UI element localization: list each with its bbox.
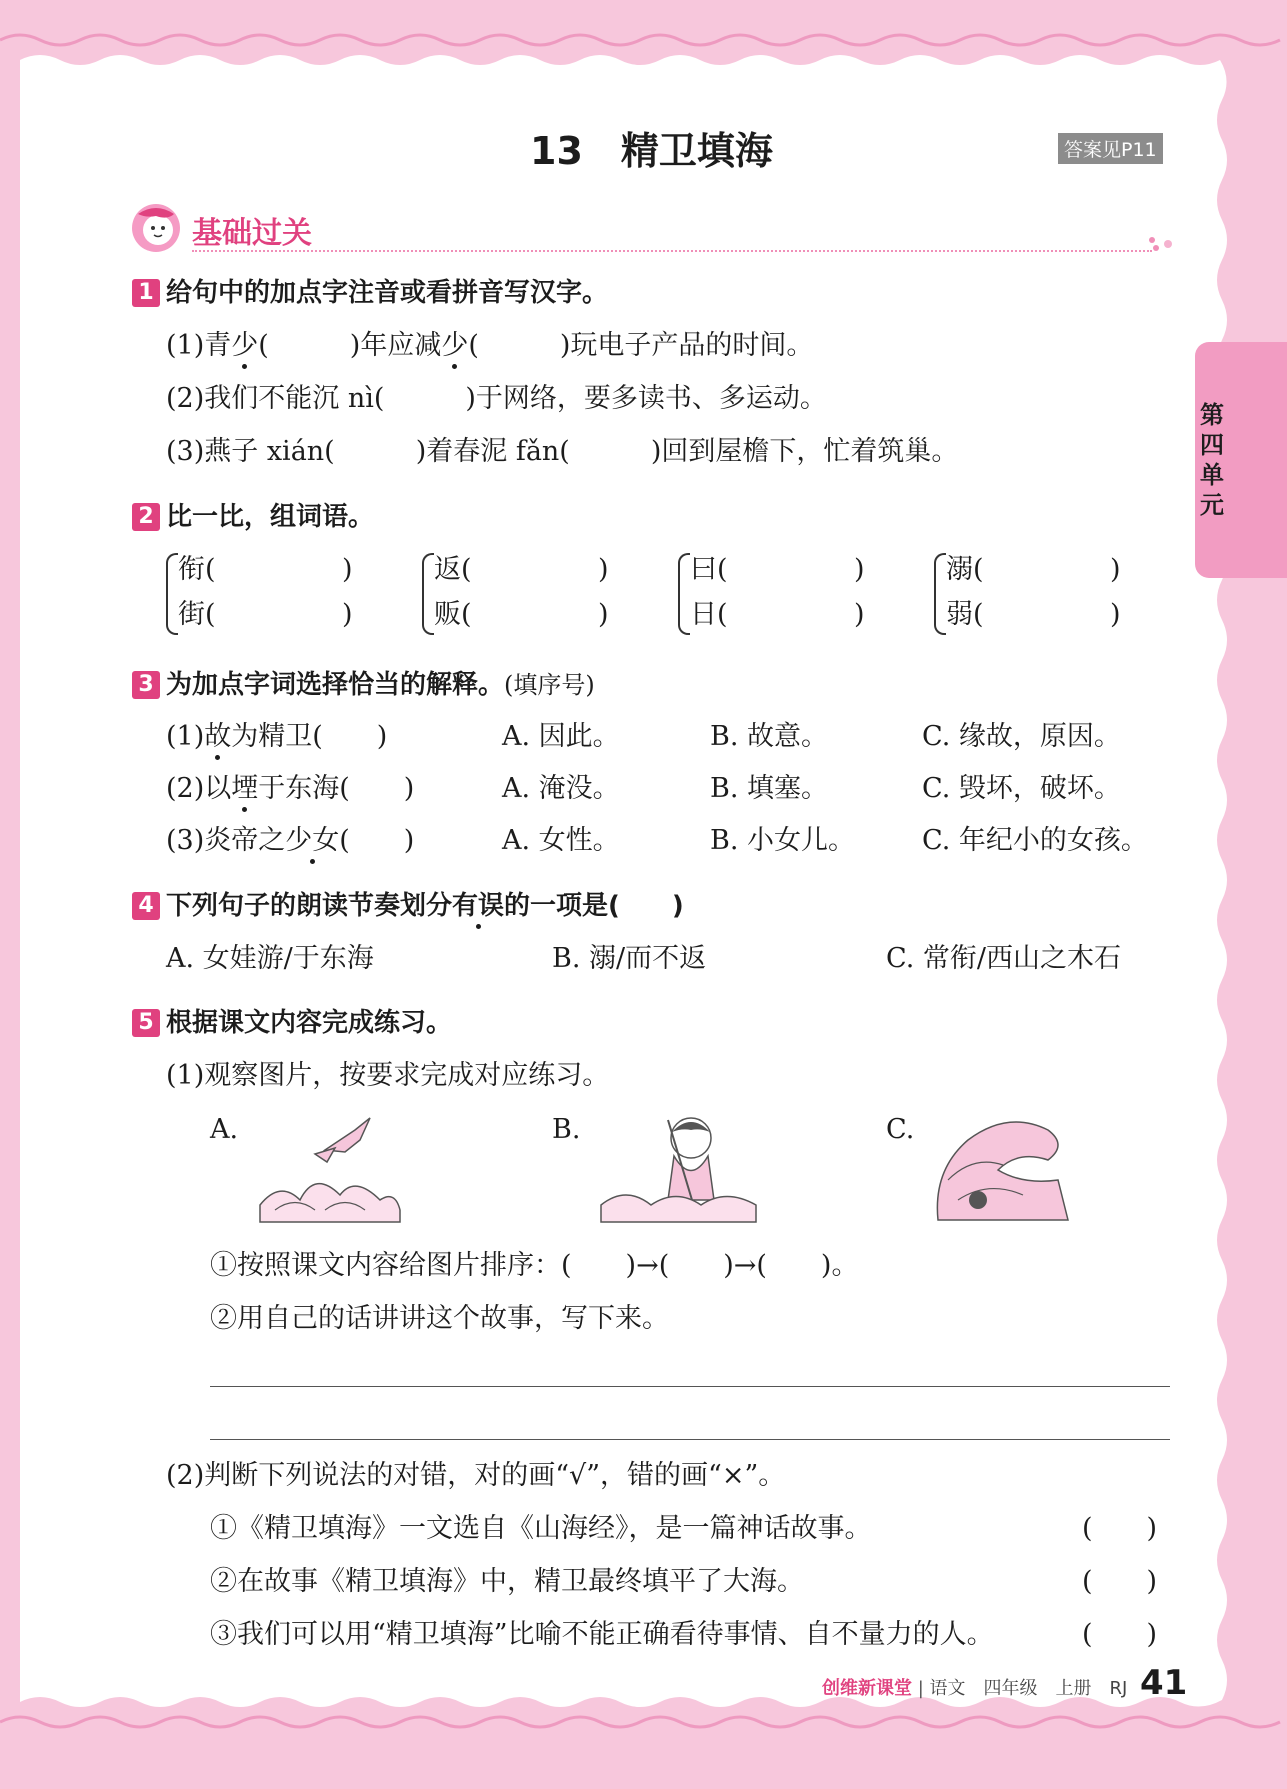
judge-1-answer[interactable]: ( ) — [1082, 1513, 1158, 1544]
q2-pair-2-top[interactable]: 返( — [434, 554, 472, 585]
q1-text: 给句中的加点字注音或看拼音写汉字。 — [166, 278, 609, 308]
q2-pair-4-top[interactable]: 溺( — [946, 554, 984, 585]
judge-item-1: ①《精卫填海》一文选自《山海经》，是一篇神话故事。 — [210, 1513, 872, 1544]
q1-dot-char-2: 少 — [441, 330, 469, 361]
q4-option-a[interactable]: A. 女娃游/于东海 — [166, 943, 374, 974]
q1-number: 1 — [132, 279, 160, 307]
q2-close: ) — [598, 599, 609, 630]
q2-close: ) — [342, 554, 353, 585]
q5-part2: (2)判断下列说法的对错，对的画“√”，错的画“×”。 — [166, 1460, 786, 1491]
q3-row-1-b: B. 故意。 — [710, 721, 829, 752]
q4-dot: 有误 — [452, 891, 505, 921]
q1-l1-e[interactable]: ( )玩电子产品的时间。 — [468, 330, 814, 361]
judge-item-2: ②在故事《精卫填海》中，精卫最终填平了大海。 — [210, 1566, 804, 1597]
q2-pair-1-top[interactable]: 衔( — [178, 554, 216, 585]
q3-row-2-post[interactable]: 于东海( ) — [258, 773, 415, 804]
q1-l1-a: (1)青 — [166, 330, 232, 361]
girl-in-boat-illustration — [596, 1110, 762, 1226]
q2-text: 比一比，组词语。 — [166, 502, 375, 532]
page-title: 13 精卫填海 — [530, 129, 773, 173]
unit-tab-label: 第四单元 — [1200, 401, 1224, 519]
q4-text-b[interactable]: 的一项是( ) — [504, 891, 684, 921]
q2-title — [132, 500, 374, 534]
q2-pair-3-bottom[interactable]: 日( — [690, 599, 728, 630]
footer-meta: 语文 四年级 上册 RJ — [929, 1678, 1128, 1699]
q1-title — [132, 276, 608, 310]
q3-row-1-post[interactable]: 为精卫( ) — [231, 721, 388, 752]
q3-row-2-dot: 堙 — [231, 773, 259, 804]
section-divider — [192, 250, 1152, 252]
q2-pair-3-top[interactable]: 曰( — [690, 554, 728, 585]
q4-option-b[interactable]: B. 溺/而不返 — [552, 943, 707, 974]
pic-label-b: B. — [552, 1114, 581, 1145]
pic-label-c: C. — [886, 1114, 915, 1145]
footer-brand: 创维新课堂 — [822, 1678, 912, 1699]
q1-line2[interactable]: (2)我们不能沉 nì( )于网络，要多读书、多运动。 — [166, 383, 827, 414]
section-title: 基础过关 — [192, 216, 312, 251]
bird-over-waves-illustration — [255, 1110, 405, 1226]
wave-swallowing-girl-illustration — [928, 1110, 1074, 1226]
q5-title — [132, 1006, 452, 1040]
q3-note: (填序号) — [504, 671, 595, 699]
pic-label-a: A. — [210, 1114, 239, 1145]
q1-dot-char-1: 少 — [231, 330, 259, 361]
girl-mascot-icon — [128, 202, 186, 254]
q2-close: ) — [1110, 599, 1121, 630]
q4-title — [132, 889, 684, 923]
q3-row-1-pre: (1) — [166, 721, 205, 752]
q2-close: ) — [854, 554, 865, 585]
q2-pair-4-bottom[interactable]: 弱( — [946, 599, 984, 630]
q3-text: 为加点字词选择恰当的解释。 — [166, 670, 505, 700]
brace-icon — [934, 553, 946, 635]
divider-dots-icon — [1146, 236, 1174, 252]
q4-option-c[interactable]: C. 常衔/西山之木石 — [886, 943, 1121, 974]
answer-badge[interactable]: 答案见P11 — [1058, 133, 1163, 164]
q4-number: 4 — [132, 892, 160, 920]
q1-l1-c[interactable]: ( )年应减 — [258, 330, 442, 361]
page-number: 41 — [1140, 1663, 1188, 1703]
q5-number: 5 — [132, 1009, 160, 1037]
q5-order-blanks[interactable]: ①按照课文内容给图片排序：( )→( )→( )。 — [210, 1250, 859, 1281]
q1-line1 — [166, 329, 813, 363]
writing-line-2[interactable] — [210, 1439, 1170, 1440]
q3-row-3-a: A. 女性。 — [502, 825, 620, 856]
q3-row-1-a: A. 因此。 — [502, 721, 620, 752]
q2-close: ) — [1110, 554, 1121, 585]
q5-story-prompt: ②用自己的话讲讲这个故事，写下来。 — [210, 1303, 669, 1334]
writing-line-1[interactable] — [210, 1386, 1170, 1387]
q5-text: 根据课文内容完成练习。 — [166, 1008, 453, 1038]
q3-row-3-dot: 少女 — [285, 825, 340, 856]
q3-row-3-c: C. 年纪小的女孩。 — [922, 825, 1148, 856]
q2-close: ) — [598, 554, 609, 585]
q2-close: ) — [342, 599, 353, 630]
q5-part1: (1)观察图片，按要求完成对应练习。 — [166, 1060, 610, 1091]
q2-pair-2-bottom[interactable]: 贩( — [434, 599, 472, 630]
judge-3-answer[interactable]: ( ) — [1082, 1619, 1158, 1650]
judge-item-3: ③我们可以用“精卫填海”比喻不能正确看待事情、自不量力的人。 — [210, 1619, 994, 1650]
q2-close: ) — [854, 599, 865, 630]
brace-icon — [422, 553, 434, 635]
q3-row-1-c: C. 缘故，原因。 — [922, 721, 1121, 752]
q3-row-1-dot: 故 — [204, 721, 232, 752]
q4-text-a: 下列句子的朗读节奏划分 — [166, 891, 453, 921]
q3-row-2-c: C. 毁坏，破坏。 — [922, 773, 1121, 804]
footer: 创维新课堂 | 语文 四年级 上册 RJ — [822, 1678, 1128, 1699]
q1-line3[interactable]: (3)燕子 xián( )着春泥 fǎn( )回到屋檐下，忙着筑巢。 — [166, 436, 959, 467]
q3-row-2-b: B. 填塞。 — [710, 773, 829, 804]
judge-2-answer[interactable]: ( ) — [1082, 1566, 1158, 1597]
q3-row-3-b: B. 小女儿。 — [710, 825, 856, 856]
q2-pair-1-bottom[interactable]: 街( — [178, 599, 216, 630]
q3-number: 3 — [132, 671, 160, 699]
q3-row-2-a: A. 淹没。 — [502, 773, 620, 804]
q3-row-3-post[interactable]: ( ) — [339, 825, 415, 856]
brace-icon — [678, 553, 690, 635]
q3-row-3-pre: (3)炎帝之 — [166, 825, 286, 856]
brace-icon — [166, 553, 178, 635]
q3-row-2-pre: (2)以 — [166, 773, 232, 804]
q3-title — [132, 668, 595, 702]
q2-number: 2 — [132, 503, 160, 531]
